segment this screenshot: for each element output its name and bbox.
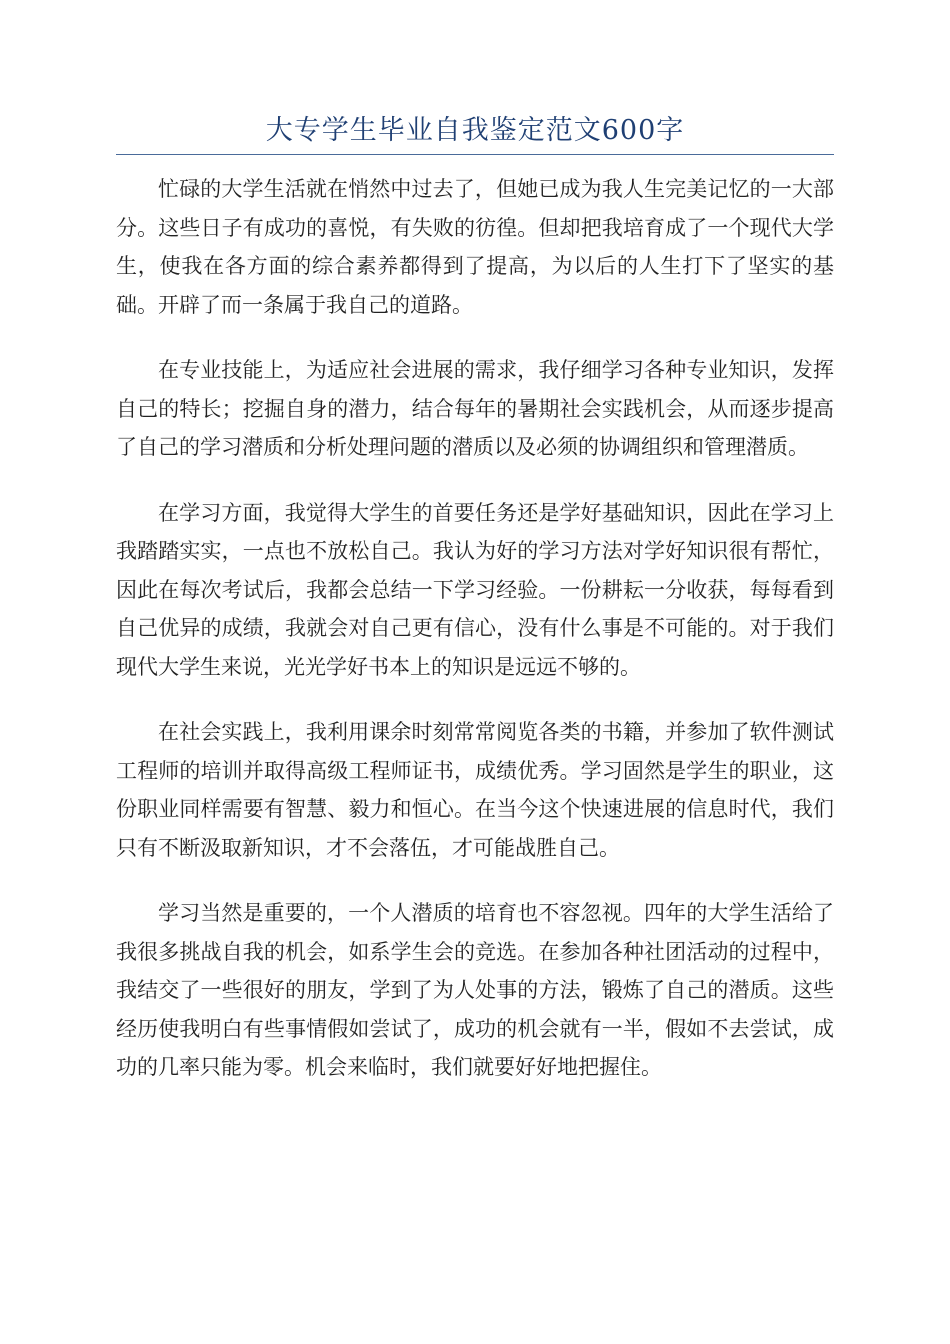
title-block xyxy=(116,108,834,155)
paragraph-3: 在学习方面，我觉得大学生的首要任务还是学好基础知识，因此在学习上我踏踏实实，一点也不放松自己。我认为好的学习方法对学好知识很有帮忙，因此在每次考试后，我都会总结一下学习经验。一份耕耘一分收获，每每看到自己优异的成绩，我就会对自己更有信心，没有什么事是不可能的。对于我们现代大学生来说，光光学好书本上的知识是远远不够的。 xyxy=(116,500,834,679)
paragraph-4: 在社会实践上，我利用课余时刻常常阅览各类的书籍，并参加了软件测试工程师的培训并取得高级工程师证书，成绩优秀。学习固然是学生的职业，这份职业同样需要有智慧、毅力和恒心。在当今这个快速进展的信息时代，我们只有不断汲取新知识，才不会落伍，才可能战胜自己。 xyxy=(116,720,834,860)
paragraph-5: 学习当然是重要的，一个人潜质的培育也不容忽视。四年的大学生活给了我很多挑战自我的机会，如系学生会的竞选。在参加各种社团活动的过程中，我结交了一些很好的朋友，学到了为人处事的方法，锻炼了自己的潜质。这些经历使我明白有些事情假如尝试了，成功的机会就有一半，假如不去尝试，成功的几率只能为零。机会来临时，我们就要好好地把握住。 xyxy=(116,901,834,1079)
document-body xyxy=(116,170,834,1114)
paragraph-2: 在专业技能上，为适应社会进展的需求，我仔细学习各种专业知识，发挥自己的特长；挖掘自身的潜力，结合每年的暑期社会实践机会，从而逐步提高了自己的学习潜质和分析处理问题的潜质以及必须的协调组织和管理潜质。 xyxy=(116,358,834,459)
paragraph-1: 忙碌的大学生活就在悄然中过去了，但她已成为我人生完美记忆的一大部分。这些日子有成功的喜悦，有失败的彷徨。但却把我培育成了一个现代大学生，使我在各方面的综合素养都得到了提高，为以后的人生打下了坚实的基础。开辟了而一条属于我自己的道路。 xyxy=(116,177,834,317)
document-title: 大专学生毕业自我鉴定范文600字 xyxy=(265,115,685,146)
